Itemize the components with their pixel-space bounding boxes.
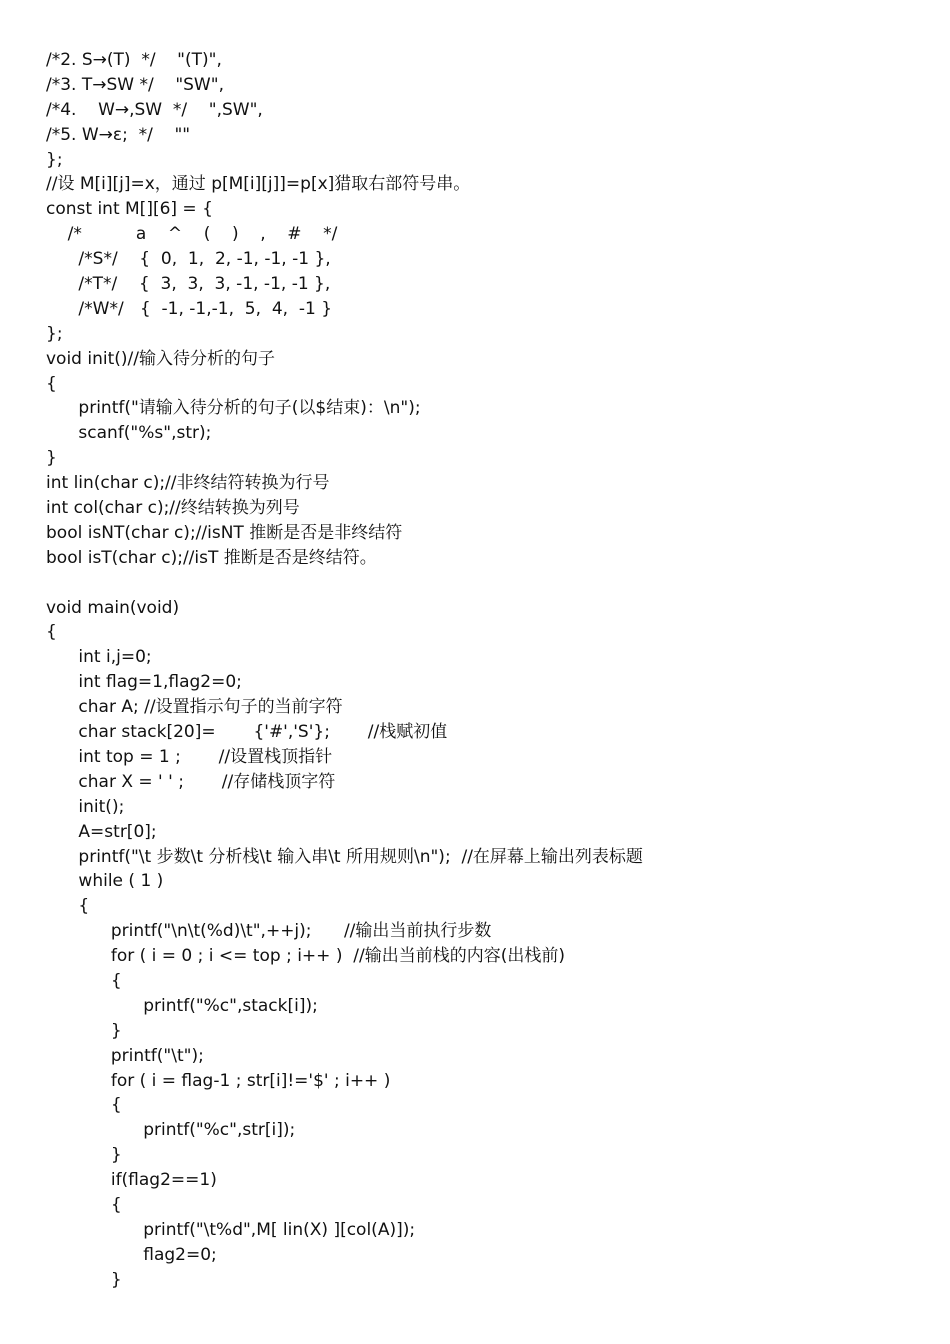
code-line: printf("\n\t(%d)\t",++j); //输出当前执行步数: [46, 921, 492, 942]
code-line: printf("\t");: [46, 1045, 204, 1066]
code-line: };: [46, 323, 63, 344]
code-line: {: [46, 896, 90, 917]
code-line: /*5. W→ε; */ "": [46, 124, 191, 145]
code-line: int i,j=0;: [46, 647, 152, 668]
code-line: int flag=1,flag2=0;: [46, 672, 242, 693]
code-document: [46, 48, 926, 1293]
code-line: printf("%c",str[i]);: [46, 1120, 296, 1141]
code-line: int top = 1 ; //设置栈顶指针: [46, 746, 333, 767]
code-line: bool isNT(char c);//isNT 推断是否是非终结符: [46, 522, 403, 543]
code-line: printf("%c",stack[i]);: [46, 995, 318, 1016]
code-line: if(flag2==1): [46, 1170, 217, 1191]
code-line: for ( i = 0 ; i <= top ; i++ ) //输出当前栈的内容(出栈前): [46, 946, 565, 967]
code-line: /*4. W→,SW */ ",SW",: [46, 99, 263, 120]
code-line: printf("\t%d",M[ lin(X) ][col(A)]);: [46, 1219, 416, 1240]
code-line: void main(void): [46, 597, 180, 618]
code-line: /* a ^ ( ) , # */: [46, 224, 338, 245]
code-line: printf("请输入待分析的句子(以$结束)：\n");: [46, 398, 421, 419]
code-line: }: [46, 448, 57, 469]
code-line: init();: [46, 796, 125, 817]
code-line: while ( 1 ): [46, 871, 164, 892]
code-line: printf("\t 步数\t 分析栈\t 输入串\t 所用规则\n"); //在屏幕上输出列表标题: [46, 846, 643, 867]
code-line: }: [46, 1269, 122, 1290]
code-line: flag2=0;: [46, 1244, 217, 1265]
code-line: int col(char c);//终结转换为列号: [46, 498, 300, 519]
code-line: char X = ' ' ; //存储栈顶字符: [46, 771, 336, 792]
code-line: {: [46, 1095, 122, 1116]
code-line: A=str[0];: [46, 821, 157, 842]
code-line: /*2. S→(T) */ "(T)",: [46, 50, 222, 70]
code-line: {: [46, 622, 57, 643]
code-line: }: [46, 1020, 122, 1041]
code-line: /*S*/ { 0, 1, 2, -1, -1, -1 },: [46, 249, 331, 270]
code-line: bool isT(char c);//isT 推断是否是终结符。: [46, 547, 377, 568]
code-line: /*W*/ { -1, -1,-1, 5, 4, -1 }: [46, 298, 333, 319]
code-line: };: [46, 149, 63, 170]
code-line: void init()//输入待分析的句子: [46, 348, 275, 369]
code-line: char stack[20]= {'#','S'}; //栈赋初值: [46, 722, 448, 743]
code-line: char A; //设置指示句子的当前字符: [46, 697, 343, 718]
code-line: const int M[][6] = {: [46, 199, 213, 220]
code-line: }: [46, 1145, 122, 1166]
code-line: /*3. T→SW */ "SW",: [46, 74, 224, 95]
code-line: int lin(char c);//非终结符转换为行号: [46, 473, 330, 494]
code-line: {: [46, 373, 57, 394]
code-line: //设 M[i][j]=x，通过 p[M[i][j]]=p[x]猎取右部符号串。: [46, 174, 471, 195]
blank-line: [46, 571, 926, 596]
code-line: for ( i = flag-1 ; str[i]!='$' ; i++ ): [46, 1070, 391, 1091]
code-line: {: [46, 970, 122, 991]
code-line: {: [46, 1194, 122, 1215]
code-line: scanf("%s",str);: [46, 423, 212, 444]
code-line: /*T*/ { 3, 3, 3, -1, -1, -1 },: [46, 274, 331, 295]
